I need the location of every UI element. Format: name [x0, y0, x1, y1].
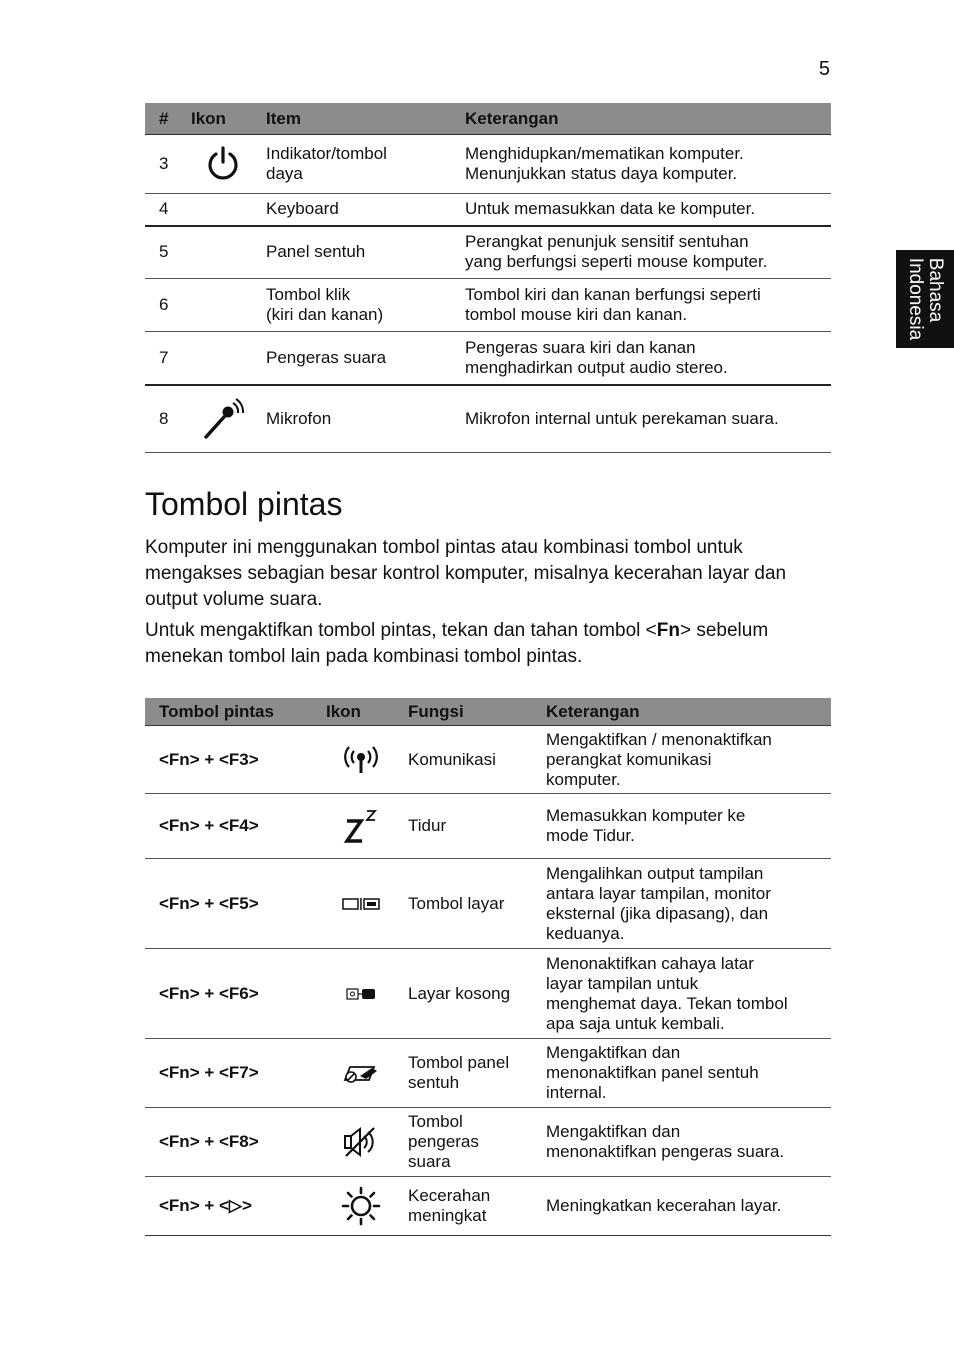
function-cell: Tidur: [402, 794, 540, 859]
row-number: 3: [145, 135, 185, 194]
empty-icon-cell: [185, 226, 260, 279]
description-cell: Memasukkan komputer ke mode Tidur.: [540, 794, 831, 859]
table-row: [145, 859, 831, 949]
header-icon: Ikon: [320, 698, 402, 726]
language-tab-line2: Indonesia: [905, 257, 926, 341]
power-icon: [185, 135, 260, 194]
sleep-icon: [320, 794, 402, 859]
hotkey-cell: <Fn> + <F3>: [145, 726, 320, 794]
header-description: Keterangan: [459, 103, 831, 135]
table-row: [145, 949, 831, 1039]
table-header-row: [145, 103, 831, 135]
description-cell: Perangkat penunjuk sensitif sentuhan yang berfungsi seperti mouse komputer.: [459, 226, 831, 279]
header-icon: Ikon: [185, 103, 260, 135]
description-cell: Menghidupkan/mematikan komputer. Menunjukkan status daya komputer.: [459, 135, 831, 194]
brightness-up-icon: [320, 1177, 402, 1236]
hotkey-cell: <Fn> + <F7>: [145, 1039, 320, 1108]
display-switch-icon: [320, 859, 402, 949]
description-cell: Meningkatkan kecerahan layar.: [540, 1177, 831, 1236]
header-item: Item: [260, 103, 459, 135]
function-cell: Kecerahan meningkat: [402, 1177, 540, 1236]
row-number: 4: [145, 194, 185, 226]
hotkey-cell: <Fn> + <F4>: [145, 794, 320, 859]
function-cell: Layar kosong: [402, 949, 540, 1039]
row-number: 6: [145, 279, 185, 332]
empty-icon-cell: [185, 194, 260, 226]
table-row: [145, 194, 831, 226]
table-row: [145, 1108, 831, 1177]
item-cell: Keyboard: [260, 194, 459, 226]
fn-key-label: Fn: [656, 620, 680, 641]
hotkeys-table: [145, 698, 831, 1236]
hotkey-cell: <Fn> + <▷>: [145, 1177, 320, 1236]
language-tab-line1: Bahasa: [925, 257, 946, 323]
wireless-icon: [320, 726, 402, 794]
table-row: [145, 794, 831, 859]
item-cell: Mikrofon: [260, 385, 459, 453]
function-cell: Komunikasi: [402, 726, 540, 794]
description-cell: Tombol kiri dan kanan berfungsi seperti tombol mouse kiri dan kanan.: [459, 279, 831, 332]
table-row: [145, 279, 831, 332]
display-off-icon: [320, 949, 402, 1039]
touchpad-toggle-icon: [320, 1039, 402, 1108]
header-description: Keterangan: [540, 698, 831, 726]
page-number: 5: [818, 58, 830, 80]
table-header-row: [145, 698, 831, 726]
language-tab: [896, 250, 954, 348]
table-row: [145, 1177, 831, 1236]
description-cell: Pengeras suara kiri dan kanan menghadirkan output audio stereo.: [459, 332, 831, 385]
table-row: [145, 226, 831, 279]
table-row: [145, 135, 831, 194]
row-number: 8: [145, 385, 185, 453]
fn-instructions-paragraph: Untuk mengaktifkan tombol pintas, tekan dan tahan tombol <Fn> sebelum menekan tombol lain pada kombinasi tombol pintas.: [145, 620, 769, 667]
microphone-icon: [185, 385, 260, 453]
function-cell: Tombol layar: [402, 859, 540, 949]
description-cell: Mengaktifkan / menonaktifkan perangkat komunikasi komputer.: [540, 726, 831, 794]
item-cell: Tombol klik (kiri dan kanan): [260, 279, 459, 332]
function-cell: Tombol pengeras suara: [402, 1108, 540, 1177]
components-table: [145, 103, 831, 453]
row-number: 5: [145, 226, 185, 279]
hotkey-cell: <Fn> + <F5>: [145, 859, 320, 949]
item-cell: Indikator/tombol daya: [260, 135, 459, 194]
description-cell: Mengaktifkan dan menonaktifkan panel sentuh internal.: [540, 1039, 831, 1108]
header-hotkey: Tombol pintas: [145, 698, 320, 726]
function-cell: Tombol panel sentuh: [402, 1039, 540, 1108]
header-function: Fungsi: [402, 698, 540, 726]
description-cell: Mikrofon internal untuk perekaman suara.: [459, 385, 831, 453]
table-row: [145, 385, 831, 453]
description-cell: Menonaktifkan cahaya latar layar tampilan untuk menghemat daya. Tekan tombol apa saja untuk kembali.: [540, 949, 831, 1039]
table-row: [145, 332, 831, 385]
item-cell: Panel sentuh: [260, 226, 459, 279]
empty-icon-cell: [185, 332, 260, 385]
description-cell: Mengalihkan output tampilan antara layar tampilan, monitor eksternal (jika dipasang), dan keduanya.: [540, 859, 831, 949]
row-number: 7: [145, 332, 185, 385]
header-num: #: [145, 103, 185, 135]
table-row: [145, 1039, 831, 1108]
item-cell: Pengeras suara: [260, 332, 459, 385]
speaker-toggle-icon: [320, 1108, 402, 1177]
empty-icon-cell: [185, 279, 260, 332]
description-cell: Untuk memasukkan data ke komputer.: [459, 194, 831, 226]
table-row: [145, 726, 831, 794]
hotkey-cell: <Fn> + <F6>: [145, 949, 320, 1039]
description-cell: Mengaktifkan dan menonaktifkan pengeras suara.: [540, 1108, 831, 1177]
section-title: Tombol pintas: [145, 486, 343, 522]
intro-paragraph: Komputer ini menggunakan tombol pintas atau kombinasi tombol untuk mengakses sebagian besar kontrol komputer, misalnya kecerahan layar dan output volume suara.: [145, 537, 787, 610]
hotkey-cell: <Fn> + <F8>: [145, 1108, 320, 1177]
